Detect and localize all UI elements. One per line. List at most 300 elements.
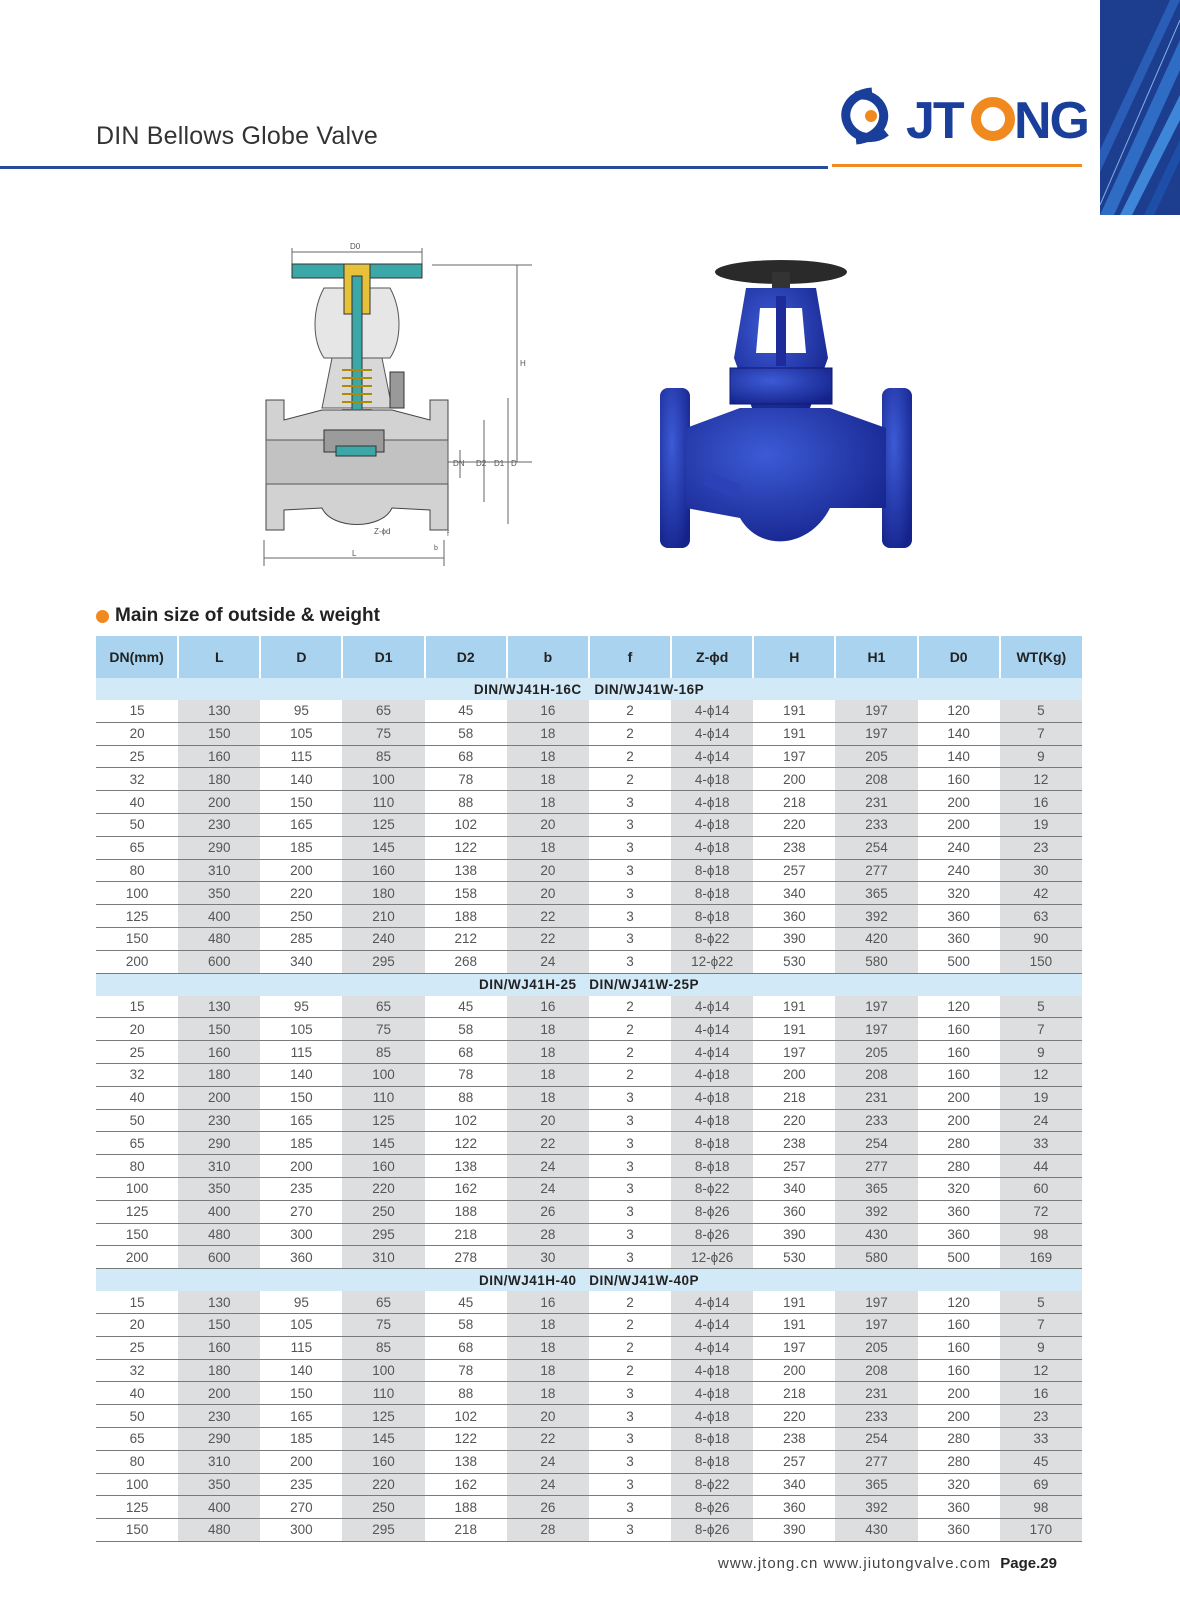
table-cell: 20 — [507, 813, 589, 836]
table-cell: 40 — [96, 1382, 178, 1405]
table-cell: 16 — [507, 996, 589, 1018]
table-cell: 210 — [342, 905, 424, 928]
table-cell: 4-ϕ14 — [671, 1041, 753, 1064]
table-cell: 160 — [918, 1063, 1000, 1086]
table-cell: 100 — [342, 1063, 424, 1086]
table-cell: 5 — [1000, 1291, 1082, 1313]
table-cell: 24 — [507, 950, 589, 973]
table-row — [96, 905, 1082, 928]
table-cell: 280 — [918, 1132, 1000, 1155]
table-cell: 197 — [753, 745, 835, 768]
table-cell: 218 — [753, 791, 835, 814]
table-cell: 238 — [753, 1427, 835, 1450]
table-cell: 170 — [1000, 1519, 1082, 1542]
table-cell: 3 — [589, 905, 671, 928]
footer — [718, 1555, 1057, 1572]
table-cell: 3 — [589, 1132, 671, 1155]
table-cell: 105 — [260, 722, 342, 745]
table-cell: 180 — [342, 882, 424, 905]
table-cell: 8-ϕ22 — [671, 1473, 753, 1496]
table-cell: 24 — [507, 1450, 589, 1473]
model-group-label: DIN/WJ41H-16C DIN/WJ41W-16P — [96, 678, 1082, 700]
table-cell: 130 — [178, 996, 260, 1018]
table-cell: 3 — [589, 1382, 671, 1405]
table-cell: 300 — [260, 1519, 342, 1542]
table-cell: 145 — [342, 836, 424, 859]
table-cell: 18 — [507, 791, 589, 814]
table-cell: 254 — [835, 1427, 917, 1450]
table-cell: 290 — [178, 836, 260, 859]
table-cell: 290 — [178, 1132, 260, 1155]
table-cell: 4-ϕ18 — [671, 768, 753, 791]
table-cell: 150 — [1000, 950, 1082, 973]
table-cell: 285 — [260, 927, 342, 950]
table-row — [96, 1177, 1082, 1200]
table-cell: 19 — [1000, 813, 1082, 836]
table-cell: 162 — [425, 1473, 507, 1496]
table-header-row — [96, 636, 1082, 678]
table-cell: 125 — [342, 1109, 424, 1132]
table-cell: 257 — [753, 859, 835, 882]
dim-f-label: f — [447, 531, 449, 538]
table-cell: 160 — [342, 1155, 424, 1178]
table-cell: 165 — [260, 1109, 342, 1132]
table-cell: 4-ϕ18 — [671, 1086, 753, 1109]
table-cell: 100 — [96, 882, 178, 905]
table-cell: 25 — [96, 1336, 178, 1359]
table-cell: 32 — [96, 1063, 178, 1086]
logo-underline — [832, 164, 1082, 167]
table-cell: 9 — [1000, 745, 1082, 768]
table-cell: 115 — [260, 1336, 342, 1359]
table-cell: 18 — [507, 745, 589, 768]
table-cell: 3 — [589, 836, 671, 859]
table-cell: 160 — [918, 1313, 1000, 1336]
table-cell: 205 — [835, 1336, 917, 1359]
table-cell: 360 — [918, 1496, 1000, 1519]
table-group-row — [96, 678, 1082, 700]
table-cell: 19 — [1000, 1086, 1082, 1109]
table-cell: 580 — [835, 1246, 917, 1269]
table-cell: 3 — [589, 1109, 671, 1132]
table-cell: 25 — [96, 1041, 178, 1064]
table-cell: 180 — [178, 1359, 260, 1382]
table-cell: 150 — [96, 1519, 178, 1542]
table-cell: 158 — [425, 882, 507, 905]
table-cell: 102 — [425, 1405, 507, 1428]
table-cell: 16 — [1000, 1382, 1082, 1405]
table-cell: 350 — [178, 1473, 260, 1496]
table-cell: 3 — [589, 1086, 671, 1109]
table-cell: 600 — [178, 950, 260, 973]
table-row — [96, 836, 1082, 859]
table-cell: 295 — [342, 950, 424, 973]
table-cell: 200 — [918, 1109, 1000, 1132]
table-row — [96, 996, 1082, 1018]
table-cell: 85 — [342, 745, 424, 768]
table-cell: 98 — [1000, 1496, 1082, 1519]
table-cell: 145 — [342, 1132, 424, 1155]
table-cell: 197 — [835, 1291, 917, 1313]
table-row — [96, 1519, 1082, 1542]
table-cell: 100 — [342, 768, 424, 791]
table-cell: 12-ϕ22 — [671, 950, 753, 973]
table-cell: 3 — [589, 1223, 671, 1246]
table-cell: 2 — [589, 1063, 671, 1086]
table-cell: 392 — [835, 905, 917, 928]
table-cell: 125 — [96, 1496, 178, 1519]
table-cell: 22 — [507, 1132, 589, 1155]
table-cell: 160 — [918, 1041, 1000, 1064]
table-cell: 28 — [507, 1519, 589, 1542]
table-cell: 310 — [342, 1246, 424, 1269]
table-row — [96, 722, 1082, 745]
table-cell: 72 — [1000, 1200, 1082, 1223]
table-cell: 16 — [507, 1291, 589, 1313]
table-cell: 2 — [589, 700, 671, 722]
table-cell: 78 — [425, 1063, 507, 1086]
table-cell: 78 — [425, 768, 507, 791]
table-cell: 365 — [835, 1177, 917, 1200]
col-header: H — [753, 636, 835, 678]
table-cell: 277 — [835, 859, 917, 882]
table-cell: 200 — [260, 1450, 342, 1473]
table-cell: 102 — [425, 813, 507, 836]
header-rule — [0, 166, 828, 169]
table-cell: 32 — [96, 768, 178, 791]
table-cell: 392 — [835, 1200, 917, 1223]
table-cell: 278 — [425, 1246, 507, 1269]
svg-text:JT: JT — [906, 92, 963, 150]
size-weight-table — [96, 636, 1082, 1542]
table-cell: 197 — [753, 1336, 835, 1359]
table-row — [96, 1359, 1082, 1382]
table-cell: 15 — [96, 996, 178, 1018]
table-cell: 480 — [178, 1223, 260, 1246]
table-cell: 480 — [178, 927, 260, 950]
table-row — [96, 950, 1082, 973]
table-cell: 4-ϕ14 — [671, 1313, 753, 1336]
table-cell: 4-ϕ14 — [671, 722, 753, 745]
table-cell: 18 — [507, 1382, 589, 1405]
table-cell: 208 — [835, 1359, 917, 1382]
table-cell: 122 — [425, 836, 507, 859]
table-cell: 390 — [753, 1519, 835, 1542]
table-cell: 20 — [507, 882, 589, 905]
table-cell: 18 — [507, 1336, 589, 1359]
table-cell: 197 — [835, 722, 917, 745]
table-cell: 197 — [753, 1041, 835, 1064]
table-row — [96, 1155, 1082, 1178]
table-cell: 8-ϕ18 — [671, 1450, 753, 1473]
table-cell: 200 — [918, 1405, 1000, 1428]
table-cell: 5 — [1000, 996, 1082, 1018]
table-cell: 8-ϕ18 — [671, 859, 753, 882]
table-cell: 110 — [342, 1086, 424, 1109]
table-cell: 233 — [835, 1405, 917, 1428]
table-cell: 3 — [589, 1405, 671, 1428]
table-cell: 200 — [96, 950, 178, 973]
table-row — [96, 859, 1082, 882]
valve-section-drawing — [262, 240, 562, 580]
table-cell: 4-ϕ18 — [671, 813, 753, 836]
table-cell: 160 — [342, 1450, 424, 1473]
table-cell: 218 — [425, 1223, 507, 1246]
table-cell: 340 — [753, 882, 835, 905]
table-cell: 231 — [835, 1382, 917, 1405]
table-cell: 231 — [835, 791, 917, 814]
table-cell: 18 — [507, 1018, 589, 1041]
table-row — [96, 1450, 1082, 1473]
table-cell: 191 — [753, 1018, 835, 1041]
table-cell: 310 — [178, 1155, 260, 1178]
table-cell: 360 — [753, 1200, 835, 1223]
col-header: D — [260, 636, 342, 678]
table-cell: 26 — [507, 1200, 589, 1223]
table-row — [96, 1041, 1082, 1064]
table-cell: 23 — [1000, 1405, 1082, 1428]
table-cell: 200 — [753, 768, 835, 791]
table-cell: 125 — [96, 1200, 178, 1223]
table-cell: 160 — [178, 745, 260, 768]
table-cell: 160 — [918, 1336, 1000, 1359]
table-cell: 45 — [425, 1291, 507, 1313]
table-cell: 3 — [589, 1519, 671, 1542]
table-cell: 191 — [753, 1313, 835, 1336]
table-cell: 50 — [96, 813, 178, 836]
table-cell: 150 — [96, 1223, 178, 1246]
table-cell: 30 — [507, 1246, 589, 1269]
table-cell: 130 — [178, 1291, 260, 1313]
table-cell: 8-ϕ22 — [671, 1177, 753, 1200]
table-cell: 360 — [753, 1496, 835, 1519]
table-cell: 33 — [1000, 1132, 1082, 1155]
table-cell: 430 — [835, 1223, 917, 1246]
table-cell: 4-ϕ18 — [671, 1405, 753, 1428]
table-cell: 188 — [425, 1200, 507, 1223]
table-cell: 400 — [178, 1496, 260, 1519]
table-cell: 4-ϕ14 — [671, 1291, 753, 1313]
table-cell: 360 — [918, 905, 1000, 928]
table-cell: 18 — [507, 836, 589, 859]
table-cell: 110 — [342, 1382, 424, 1405]
table-cell: 200 — [918, 791, 1000, 814]
table-cell: 5 — [1000, 700, 1082, 722]
table-cell: 4-ϕ18 — [671, 1109, 753, 1132]
table-cell: 8-ϕ26 — [671, 1496, 753, 1519]
table-cell: 58 — [425, 1313, 507, 1336]
table-cell: 150 — [260, 791, 342, 814]
table-cell: 360 — [753, 905, 835, 928]
table-cell: 60 — [1000, 1177, 1082, 1200]
table-cell: 50 — [96, 1405, 178, 1428]
table-cell: 120 — [918, 1291, 1000, 1313]
table-cell: 140 — [260, 768, 342, 791]
table-cell: 18 — [507, 722, 589, 745]
table-cell: 197 — [835, 996, 917, 1018]
section-title-text: Main size of outside & weight — [115, 605, 380, 626]
table-cell: 340 — [753, 1177, 835, 1200]
table-cell: 197 — [835, 1018, 917, 1041]
table-cell: 65 — [342, 996, 424, 1018]
table-cell: 100 — [342, 1359, 424, 1382]
table-cell: 58 — [425, 722, 507, 745]
table-cell: 185 — [260, 1132, 342, 1155]
orange-bullet-icon — [96, 610, 109, 623]
table-cell: 150 — [178, 1313, 260, 1336]
table-cell: 8-ϕ18 — [671, 882, 753, 905]
table-cell: 208 — [835, 768, 917, 791]
table-cell: 7 — [1000, 722, 1082, 745]
table-row — [96, 1018, 1082, 1041]
table-cell: 32 — [96, 1359, 178, 1382]
table-cell: 22 — [507, 905, 589, 928]
table-cell: 95 — [260, 996, 342, 1018]
table-cell: 350 — [178, 1177, 260, 1200]
footer-links: www.jtong.cn www.jiutongvalve.com — [718, 1555, 992, 1572]
table-cell: 115 — [260, 1041, 342, 1064]
page-number: Page.29 — [1000, 1555, 1057, 1572]
table-cell: 8-ϕ18 — [671, 1155, 753, 1178]
table-cell: 138 — [425, 1450, 507, 1473]
table-cell: 7 — [1000, 1018, 1082, 1041]
table-cell: 125 — [342, 1405, 424, 1428]
table-cell: 3 — [589, 927, 671, 950]
table-cell: 120 — [918, 700, 1000, 722]
table-cell: 9 — [1000, 1336, 1082, 1359]
table-cell: 4-ϕ18 — [671, 1382, 753, 1405]
table-cell: 4-ϕ14 — [671, 700, 753, 722]
table-cell: 238 — [753, 1132, 835, 1155]
jtong-logo — [832, 82, 1090, 152]
table-cell: 320 — [918, 882, 1000, 905]
table-cell: 280 — [918, 1450, 1000, 1473]
table-cell: 9 — [1000, 1041, 1082, 1064]
table-cell: 238 — [753, 836, 835, 859]
table-cell: 98 — [1000, 1223, 1082, 1246]
table-cell: 12-ϕ26 — [671, 1246, 753, 1269]
table-cell: 16 — [1000, 791, 1082, 814]
table-cell: 250 — [342, 1496, 424, 1519]
table-row — [96, 813, 1082, 836]
table-cell: 500 — [918, 1246, 1000, 1269]
table-cell: 140 — [260, 1359, 342, 1382]
table-cell: 125 — [342, 813, 424, 836]
table-cell: 102 — [425, 1109, 507, 1132]
table-cell: 200 — [260, 859, 342, 882]
table-cell: 65 — [342, 1291, 424, 1313]
col-header: D0 — [918, 636, 1000, 678]
table-cell: 68 — [425, 745, 507, 768]
table-cell: 90 — [1000, 927, 1082, 950]
table-cell: 138 — [425, 1155, 507, 1178]
table-cell: 3 — [589, 1427, 671, 1450]
page-title: DIN Bellows Globe Valve — [96, 122, 379, 150]
table-cell: 200 — [918, 813, 1000, 836]
table-cell: 20 — [96, 1018, 178, 1041]
table-cell: 8-ϕ26 — [671, 1223, 753, 1246]
table-cell: 40 — [96, 791, 178, 814]
table-cell: 8-ϕ18 — [671, 1132, 753, 1155]
corner-stripes-decoration — [1100, 0, 1180, 215]
table-cell: 530 — [753, 950, 835, 973]
table-cell: 390 — [753, 927, 835, 950]
table-cell: 235 — [260, 1177, 342, 1200]
table-cell: 100 — [96, 1177, 178, 1200]
table-cell: 18 — [507, 1359, 589, 1382]
table-cell: 392 — [835, 1496, 917, 1519]
table-cell: 2 — [589, 768, 671, 791]
table-row — [96, 1109, 1082, 1132]
table-cell: 30 — [1000, 859, 1082, 882]
table-cell: 365 — [835, 882, 917, 905]
table-cell: 218 — [425, 1519, 507, 1542]
table-cell: 165 — [260, 813, 342, 836]
table-cell: 430 — [835, 1519, 917, 1542]
table-cell: 65 — [96, 1132, 178, 1155]
table-cell: 130 — [178, 700, 260, 722]
table-cell: 7 — [1000, 1313, 1082, 1336]
table-cell: 230 — [178, 1405, 260, 1428]
table-cell: 20 — [96, 1313, 178, 1336]
table-cell: 250 — [342, 1200, 424, 1223]
table-cell: 280 — [918, 1155, 1000, 1178]
table-cell: 15 — [96, 1291, 178, 1313]
table-cell: 150 — [96, 927, 178, 950]
table-cell: 69 — [1000, 1473, 1082, 1496]
table-cell: 20 — [507, 1109, 589, 1132]
table-cell: 4-ϕ18 — [671, 836, 753, 859]
table-cell: 220 — [753, 813, 835, 836]
table-cell: 18 — [507, 1086, 589, 1109]
table-cell: 68 — [425, 1336, 507, 1359]
table-cell: 230 — [178, 1109, 260, 1132]
table-cell: 4-ϕ18 — [671, 1063, 753, 1086]
table-cell: 50 — [96, 1109, 178, 1132]
dim-d0-label: D0 — [350, 242, 361, 251]
table-cell: 85 — [342, 1041, 424, 1064]
table-cell: 240 — [918, 836, 1000, 859]
table-cell: 218 — [753, 1086, 835, 1109]
table-row — [96, 1200, 1082, 1223]
table-cell: 197 — [835, 700, 917, 722]
table-cell: 28 — [507, 1223, 589, 1246]
table-cell: 4-ϕ14 — [671, 1018, 753, 1041]
table-cell: 22 — [507, 1427, 589, 1450]
table-cell: 185 — [260, 1427, 342, 1450]
table-cell: 88 — [425, 1086, 507, 1109]
table-cell: 3 — [589, 1450, 671, 1473]
dim-d2-label: D2 — [476, 459, 487, 468]
table-cell: 3 — [589, 1473, 671, 1496]
table-cell: 191 — [753, 996, 835, 1018]
table-cell: 208 — [835, 1063, 917, 1086]
table-cell: 3 — [589, 950, 671, 973]
table-cell: 360 — [918, 1223, 1000, 1246]
table-cell: 240 — [342, 927, 424, 950]
table-cell: 125 — [96, 905, 178, 928]
table-cell: 3 — [589, 1177, 671, 1200]
table-cell: 340 — [260, 950, 342, 973]
table-cell: 150 — [178, 722, 260, 745]
table-cell: 320 — [918, 1177, 1000, 1200]
table-cell: 95 — [260, 700, 342, 722]
valve-product-photo — [660, 258, 920, 568]
col-header: Z-ϕd — [671, 636, 753, 678]
table-cell: 3 — [589, 791, 671, 814]
table-cell: 4-ϕ14 — [671, 996, 753, 1018]
table-cell: 3 — [589, 1155, 671, 1178]
